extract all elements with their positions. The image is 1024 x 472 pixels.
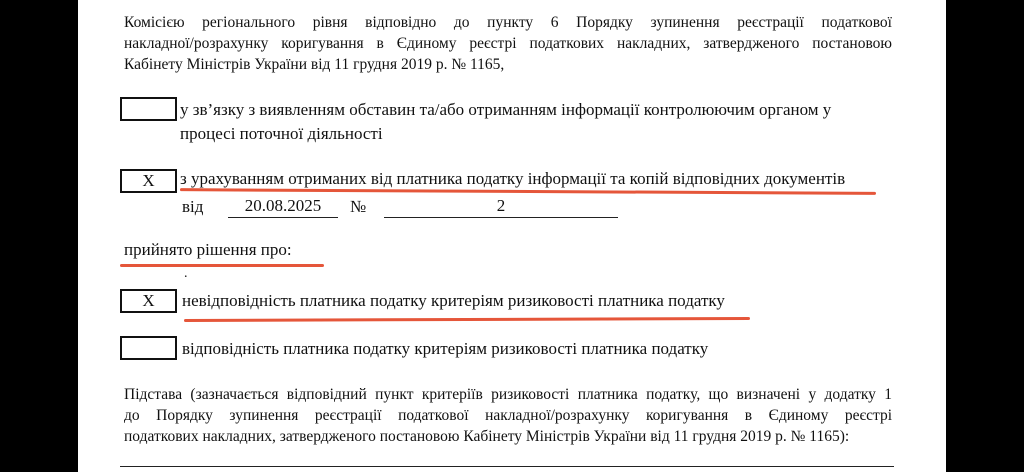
- option1-text-line-2: процесі поточної діяльності: [180, 124, 383, 143]
- decision-heading: прийнято рішення про:: [124, 240, 292, 259]
- decision2-checkbox[interactable]: [120, 336, 177, 360]
- basis-line-3: податкових накладних, затвердженого постановою Кабінету Міністрів України від 11 грудня 2019 р. № 1165):: [124, 428, 850, 445]
- red-underline-heading: [120, 264, 324, 267]
- option1-text-line-1: у зв’язку з виявленням обставин та/або отриманням інформації контролюючим органом у: [180, 100, 832, 119]
- basis-line-1: Підстава (зазначається відповідний пункт критеріїв ризиковості платника податку, що визначені у додатку 1: [124, 386, 892, 403]
- document-page: [78, 0, 946, 472]
- basis-fill-line: [120, 466, 894, 467]
- option2-text: з урахуванням отриманих від платника податку інформації та копій відповідних документів: [180, 169, 846, 188]
- red-underline-decision1: [184, 317, 750, 322]
- option2-date-label: від: [182, 197, 204, 216]
- decision1-checkbox[interactable]: [120, 289, 177, 313]
- intro-line-1: Комісією регіонального рівня відповідно до пункту 6 Порядку зупинення реєстрації податкової: [124, 14, 892, 31]
- option2-number-label: №: [350, 197, 367, 216]
- option2-date-field: 20.08.2025: [228, 195, 338, 218]
- option2-check-mark: X: [142, 171, 155, 190]
- intro-line-3: Кабінету Міністрів України від 11 грудня 2019 р. № 1165,: [124, 56, 505, 73]
- option2-number-field: 2: [384, 195, 618, 218]
- intro-paragraph: [124, 12, 892, 75]
- decision1-check-mark: X: [142, 291, 155, 310]
- intro-line-2: накладної/розрахунку коригування в Єдиному реєстрі податкових накладних, затвердженого постановою: [124, 35, 892, 52]
- basis-line-2: до Порядку зупинення реєстрації податкової накладної/розрахунку коригування в Єдиному реєстрі: [124, 407, 892, 424]
- decision2-text: відповідність платника податку критеріям ризиковості платника податку: [182, 339, 709, 358]
- basis-paragraph: [124, 384, 892, 447]
- red-underline-option2: [180, 188, 876, 195]
- option1-checkbox[interactable]: [120, 97, 177, 121]
- decision1-text: невідповідність платника податку критеріям ризиковості платника податку: [182, 291, 725, 310]
- stray-dot: .: [184, 266, 188, 281]
- option2-checkbox[interactable]: [120, 169, 177, 193]
